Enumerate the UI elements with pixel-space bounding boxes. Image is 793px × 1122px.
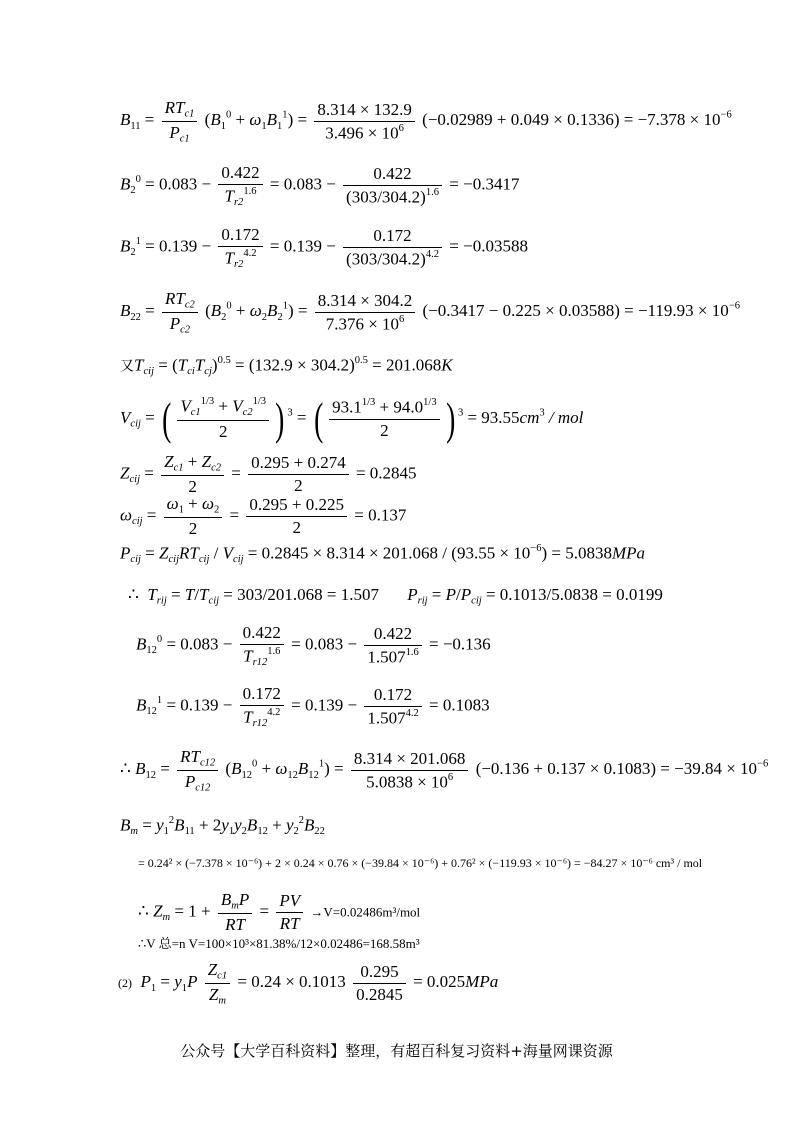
- equation-b12-0: $B_{12}^0 = 0.083$ − $\frac{0.422}{T_{r12}^{1.6}}$ = 0.083 − $\frac{0.422}{1.507^{1.6}}$ = −0.136: [136, 623, 491, 669]
- equation-b2-0: $B_2^0 = 0.083$ − $\frac{0.422}{T_{r2}^{1.6}}$ = 0.083 − $\frac{0.422}{(303/304.2)^{1.6}}$ = −0.3417: [120, 163, 520, 209]
- equation-p1: (2) $P_1 = y_1P$ $\frac{Z_{c1}}{Z_m}$ = 0.24 × 0.1013 $\frac{0.295}{0.2845}$ = 0.025MPa: [118, 960, 499, 1007]
- equation-bm: $B_m = y_1^2B_{11} + 2y_1y_2B_{12} + y_2^2B_{22}$: [120, 815, 325, 838]
- equation-b11: $B_{11}$ = $\frac{RT_{c1}}{P_{c1}}$ $(B_1^0 + \omega_1B_1^1)$ = $\frac{8.314 \times 132.9}{3.496 \times 10^6}$ $(-0.02989 + 0.049 \times 0.1336) = -7.378 \times 10^{-6}$: [120, 98, 732, 145]
- equation-zm: ∴ $Z_m = 1$ + $\frac{B_mP}{RT}$ = $\frac{PV}{RT}$ →V=0.02486m³/mol: [138, 890, 421, 934]
- equation-b2-1: $B_2^1 = 0.139$ − $\frac{0.172}{T_{r2}^{4.2}}$ = 0.139 − $\frac{0.172}{(303/304.2)^{4.2}}$ = −0.03588: [120, 225, 528, 271]
- equation-tcij: 又$T_{cij} = (T_{ci}T_{cj})^{0.5} = (132.9 \times 304.2)^{0.5} = 201.068K$: [120, 355, 453, 378]
- equation-b22: $B_{22}$ = $\frac{RT_{c2}}{P_{c2}}$ $(B_2^0 + \omega_2B_2^1)$ = $\frac{8.314 \times 304.2}{7.376 \times 10^6}$ $(-0.3417 - 0.225 \times 0.03588) = -119.93 \times 10^{-6}$: [120, 289, 740, 336]
- equation-bm-values: = 0.24² × (−7.378 × 10⁻⁶) + 2 × 0.24 × 0.76 × (−39.84 × 10⁻⁶) + 0.76² × (−119.93 × 10⁻⁶) = −84.27 × 10⁻⁶ cm³ / mol: [138, 856, 703, 870]
- equation-zcij: $Z_{cij}$ = $\frac{Z_{c1} + Z_{c2}}{2}$ = $\frac{0.295 + 0.274}{2}$ = 0.2845: [120, 452, 417, 496]
- page-footer: 公众号【大学百科资料】整理，有超百科复习资料+海量网课资源: [180, 1042, 613, 1060]
- equation-pcij: $P_{cij} = Z_{cij}RT_{cij} / V_{cij} = 0.2845 \times 8.314 \times 201.068 / (93.55 \times 10^{-6}) = 5.0838MPa$: [120, 543, 646, 566]
- equation-omega-cij: $\omega_{cij}$ = $\frac{\omega_1 + \omega_2}{2}$ = $\frac{0.295 + 0.225}{2}$ = 0.137: [120, 494, 407, 538]
- equation-vcij: $V_{cij}$ = ( $\frac{V_{c1}^{1/3} + V_{c2}^{1/3}}{2}$ ) $^3$ = ( $\frac{93.1^{1/3} + 94.0^{1/3}}{2}$ ) $^3 = 93.55cm^3$ / mol: [120, 393, 584, 444]
- equation-b12: ∴ $B_{12}$ = $\frac{RT_{c12}}{P_{c12}}$ $(B_{12}^0 + \omega_{12}B_{12}^1)$ = $\frac{8.314 \times 201.068}{5.0838 \times 10^6}$ $(-0.136 + 0.137 \times 0.1083) = -39.84 \times 10^{-6}$: [120, 747, 769, 794]
- equation-v-total: ∴V 总=n V=100×10³×81.38%/12×0.02486=168.58m³: [138, 936, 420, 951]
- equation-trij-prij: ∴ $T_{rij} = T/T_{cij} = 303/201.068 = 1.507$ $P_{rij} = P/P_{cij} = 0.1013/5.0838 = 0.0199$: [128, 585, 663, 607]
- equation-b12-1: $B_{12}^1 = 0.139$ − $\frac{0.172}{T_{r12}^{4.2}}$ = 0.139 − $\frac{0.172}{1.507^{4.2}}$ = 0.1083: [136, 684, 490, 730]
